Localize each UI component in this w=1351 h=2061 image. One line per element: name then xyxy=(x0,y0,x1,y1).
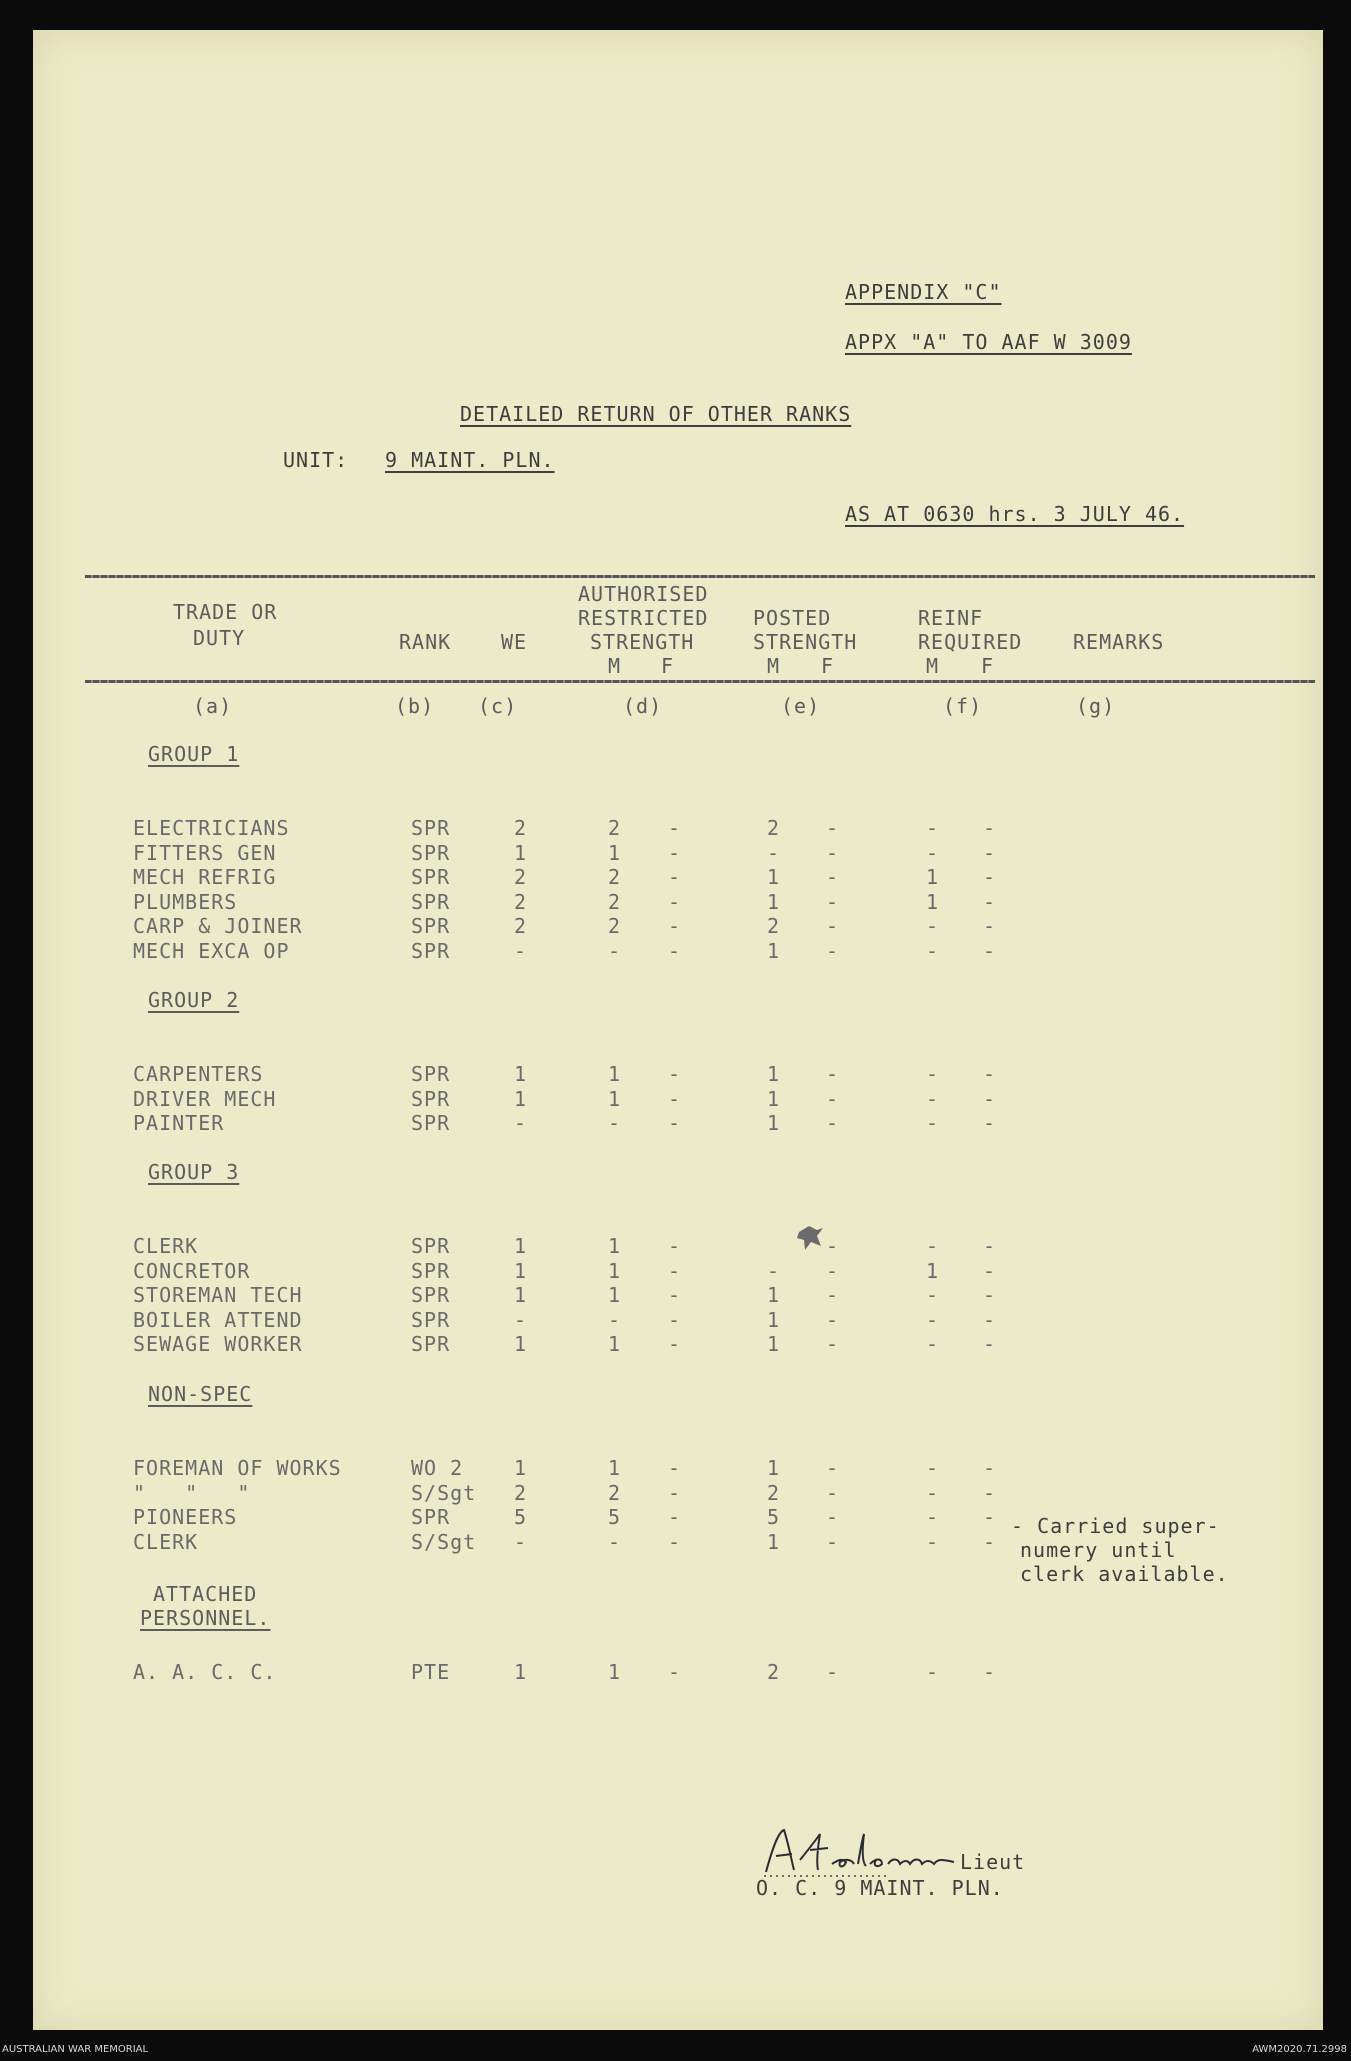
cell-rf: - xyxy=(983,1234,997,1258)
cell-pf: - xyxy=(826,1505,840,1529)
cell-am: 2 xyxy=(608,914,622,938)
cell-af: - xyxy=(668,1456,682,1480)
cell-pf: - xyxy=(826,1307,840,1332)
col-letter-g: (g) xyxy=(1076,694,1116,718)
cell-rm: - xyxy=(926,1234,940,1258)
cell-rf: - xyxy=(983,1086,997,1111)
cell-rm: 1 xyxy=(926,889,940,914)
cell-trade: PIONEERS xyxy=(133,1505,238,1529)
cell-rf: - xyxy=(983,1111,997,1135)
cell-rank: SPR xyxy=(411,1258,451,1283)
cell-am: 1 xyxy=(608,1062,622,1086)
cell-trade: CLERK xyxy=(133,1234,199,1258)
cell-am: 1 xyxy=(608,1283,622,1307)
cell-pf: - xyxy=(826,889,840,914)
col-letter-b: (b) xyxy=(395,694,435,718)
cell-rank: S/Sgt xyxy=(411,1480,477,1505)
cell-rank: WO 2 xyxy=(411,1456,464,1480)
cell-trade: STOREMAN TECH xyxy=(133,1283,303,1307)
cell-am: 5 xyxy=(608,1505,622,1529)
cell-rm: - xyxy=(926,1456,940,1480)
cell-af: - xyxy=(668,1660,682,1684)
cell-trade: FITTERS GEN xyxy=(133,840,277,865)
cell-pm: 1 xyxy=(767,865,781,889)
cell-rank: PTE xyxy=(411,1660,451,1684)
cell-rank: SPR xyxy=(411,1307,451,1332)
cell-am: 2 xyxy=(608,1480,622,1505)
cell-rm: - xyxy=(926,816,940,840)
cell-trade: MECH REFRIG xyxy=(133,865,277,889)
cell-trade: SEWAGE WORKER xyxy=(133,1332,303,1356)
cell-we: 1 xyxy=(514,1283,528,1307)
col-letter-d: (d) xyxy=(623,694,663,718)
attached-title-line1: ATTACHED xyxy=(153,1582,258,1606)
appendix-heading: APPENDIX "C" xyxy=(845,280,1002,304)
cell-rf: - xyxy=(983,1480,997,1505)
cell-pm: 1 xyxy=(767,1456,781,1480)
cell-trade: CARPENTERS xyxy=(133,1062,264,1086)
cell-trade: DRIVER MECH xyxy=(133,1086,277,1111)
cell-trade: FOREMAN OF WORKS xyxy=(133,1456,342,1480)
cell-rm: - xyxy=(926,1086,940,1111)
cell-rank: SPR xyxy=(411,1062,451,1086)
cell-pm: 2 xyxy=(767,914,781,938)
cell-we: 1 xyxy=(514,1660,528,1684)
col-remarks: REMARKS xyxy=(1073,630,1165,654)
col-letter-f: (f) xyxy=(943,694,983,718)
cell-pf: - xyxy=(826,1258,840,1283)
cell-rank: S/Sgt xyxy=(411,1529,477,1554)
cell-pm: 2 xyxy=(767,816,781,840)
cell-we: 1 xyxy=(514,1456,528,1480)
footer-accession: AWM2020.71.2998 xyxy=(1252,2044,1347,2055)
cell-rank: SPR xyxy=(411,840,451,865)
cell-pf: - xyxy=(826,1480,840,1505)
cell-pf: - xyxy=(826,1529,840,1554)
cell-pm: - xyxy=(767,1258,781,1283)
cell-pf: - xyxy=(826,816,840,840)
cell-am: - xyxy=(608,1111,622,1135)
col-posted-m: M xyxy=(767,654,781,678)
remark-line3: clerk available. xyxy=(1020,1562,1229,1586)
cell-rf: - xyxy=(983,889,997,914)
cell-af: - xyxy=(668,1307,682,1332)
group-title: GROUP 3 xyxy=(148,1160,240,1184)
cell-we: 2 xyxy=(514,889,528,914)
cell-rf: - xyxy=(983,1332,997,1356)
cell-am: - xyxy=(608,938,622,963)
group-title: GROUP 2 xyxy=(148,988,240,1012)
cell-am: 1 xyxy=(608,840,622,865)
cell-trade: MECH EXCA OP xyxy=(133,938,290,963)
cell-rm: - xyxy=(926,914,940,938)
cell-rank: SPR xyxy=(411,938,451,963)
cell-trade: CARP & JOINER xyxy=(133,914,303,938)
cell-rf: - xyxy=(983,938,997,963)
cell-pf: - xyxy=(826,1456,840,1480)
col-trade-line2: DUTY xyxy=(193,626,246,650)
cell-rm: - xyxy=(926,1062,940,1086)
cell-rm: - xyxy=(926,1283,940,1307)
cell-af: - xyxy=(668,938,682,963)
col-auth-m: M xyxy=(608,654,622,678)
cell-af: - xyxy=(668,1234,682,1258)
cell-rank: SPR xyxy=(411,865,451,889)
cell-we: 1 xyxy=(514,1086,528,1111)
cell-rank: SPR xyxy=(411,816,451,840)
col-reinf-line1: REINF xyxy=(918,606,984,630)
cell-rm: - xyxy=(926,1332,940,1356)
unit-label: UNIT: xyxy=(283,448,349,472)
cell-af: - xyxy=(668,889,682,914)
cell-af: - xyxy=(668,1480,682,1505)
col-auth-line2: RESTRICTED xyxy=(578,606,709,630)
cell-af: - xyxy=(668,1505,682,1529)
cell-rf: - xyxy=(983,1062,997,1086)
page-title: DETAILED RETURN OF OTHER RANKS xyxy=(460,402,852,426)
cell-rank: SPR xyxy=(411,1086,451,1111)
cell-pm: 2 xyxy=(767,1660,781,1684)
cell-rf: - xyxy=(983,840,997,865)
cell-am: 2 xyxy=(608,865,622,889)
attached-title-line2: PERSONNEL. xyxy=(140,1606,271,1630)
cell-rm: - xyxy=(926,1660,940,1684)
group-title: GROUP 1 xyxy=(148,742,240,766)
cell-trade: PAINTER xyxy=(133,1111,225,1135)
cell-rf: - xyxy=(983,1505,997,1529)
cell-trade: BOILER ATTEND xyxy=(133,1307,303,1332)
document-page xyxy=(33,30,1323,2030)
cell-pf: - xyxy=(826,865,840,889)
cell-rf: - xyxy=(983,1660,997,1684)
col-letter-e: (e) xyxy=(781,694,821,718)
cell-pm: 1 xyxy=(767,938,781,963)
cell-af: - xyxy=(668,1062,682,1086)
col-reinf-line2: REQUIRED xyxy=(918,630,1023,654)
cell-trade: ELECTRICIANS xyxy=(133,816,290,840)
cell-we: 1 xyxy=(514,1062,528,1086)
cell-we: 5 xyxy=(514,1505,528,1529)
cell-rf: - xyxy=(983,865,997,889)
cell-af: - xyxy=(668,865,682,889)
cell-rf: - xyxy=(983,1529,997,1554)
cell-af: - xyxy=(668,1283,682,1307)
cell-am: 2 xyxy=(608,889,622,914)
cell-pm: 2 xyxy=(767,1480,781,1505)
cell-rm: 1 xyxy=(926,1258,940,1283)
cell-rank: SPR xyxy=(411,1111,451,1135)
cell-af: - xyxy=(668,1111,682,1135)
cell-rank: SPR xyxy=(411,914,451,938)
cell-we: 1 xyxy=(514,840,528,865)
cell-am: 1 xyxy=(608,1332,622,1356)
appx-reference: APPX "A" TO AAF W 3009 xyxy=(845,330,1132,354)
col-posted-line2: STRENGTH xyxy=(753,630,858,654)
cell-pm: 1 xyxy=(767,1111,781,1135)
cell-we: 2 xyxy=(514,1480,528,1505)
cell-af: - xyxy=(668,1258,682,1283)
cell-pf: - xyxy=(826,1283,840,1307)
cell-we: 2 xyxy=(514,865,528,889)
col-reinf-m: M xyxy=(926,654,940,678)
cell-pm: 1 xyxy=(767,1332,781,1356)
cell-af: - xyxy=(668,840,682,865)
cell-pm: 1 xyxy=(767,1062,781,1086)
cell-am: 1 xyxy=(608,1258,622,1283)
cell-pm: 1 xyxy=(767,889,781,914)
cell-rank: SPR xyxy=(411,1505,451,1529)
cell-am: 1 xyxy=(608,1660,622,1684)
cell-rf: - xyxy=(983,1283,997,1307)
table-top-rule xyxy=(85,575,1315,578)
as-at-date: AS AT 0630 hrs. 3 JULY 46. xyxy=(845,502,1185,526)
cell-trade: CONCRETOR xyxy=(133,1258,251,1283)
cell-pf: - xyxy=(826,840,840,865)
cell-rm: - xyxy=(926,1505,940,1529)
header-bottom-rule xyxy=(85,680,1315,683)
cell-rf: - xyxy=(983,816,997,840)
cell-af: - xyxy=(668,914,682,938)
col-posted-line1: POSTED xyxy=(753,606,832,630)
cell-pf: - xyxy=(826,1332,840,1356)
cell-pm: 5 xyxy=(767,1505,781,1529)
remark-line2: numery until xyxy=(1020,1538,1177,1562)
cell-trade: PLUMBERS xyxy=(133,889,238,914)
cell-rf: - xyxy=(983,1258,997,1283)
cell-we: 2 xyxy=(514,816,528,840)
cell-pf: - xyxy=(826,938,840,963)
cell-af: - xyxy=(668,1332,682,1356)
cell-rm: - xyxy=(926,1529,940,1554)
cell-rm: - xyxy=(926,1480,940,1505)
cell-pf: - xyxy=(826,1062,840,1086)
cell-rm: - xyxy=(926,1307,940,1332)
cell-pm: 1 xyxy=(767,1086,781,1111)
cell-am: - xyxy=(608,1307,622,1332)
col-auth-line3: STRENGTH xyxy=(590,630,695,654)
cell-af: - xyxy=(668,1529,682,1554)
col-trade-line1: TRADE OR xyxy=(173,600,278,624)
col-posted-f: F xyxy=(821,654,835,678)
group-title: NON-SPEC xyxy=(148,1382,253,1406)
cell-rf: - xyxy=(983,914,997,938)
cell-trade: CLERK xyxy=(133,1529,199,1554)
cell-rm: - xyxy=(926,938,940,963)
signature-rank: Lieut xyxy=(960,1850,1026,1874)
col-auth-line1: AUTHORISED xyxy=(578,582,709,606)
ink-blot-mark xyxy=(795,1222,825,1252)
col-auth-f: F xyxy=(661,654,675,678)
col-letter-c: (c) xyxy=(478,694,518,718)
footer-institution: AUSTRALIAN WAR MEMORIAL xyxy=(2,2044,149,2055)
unit-value: 9 MAINT. PLN. xyxy=(385,448,555,472)
cell-we: - xyxy=(514,1307,528,1332)
cell-we: - xyxy=(514,938,528,963)
cell-rf: - xyxy=(983,1307,997,1332)
cell-af: - xyxy=(668,1086,682,1111)
cell-rank: SPR xyxy=(411,1234,451,1258)
col-letter-a: (a) xyxy=(193,694,233,718)
cell-pm: 1 xyxy=(767,1283,781,1307)
cell-pm: 1 xyxy=(767,1307,781,1332)
col-reinf-f: F xyxy=(981,654,995,678)
cell-we: 2 xyxy=(514,914,528,938)
cell-pm: - xyxy=(767,840,781,865)
cell-we: 1 xyxy=(514,1234,528,1258)
cell-pf: - xyxy=(826,914,840,938)
cell-rm: - xyxy=(926,1111,940,1135)
cell-am: 2 xyxy=(608,816,622,840)
cell-pf: - xyxy=(826,1660,840,1684)
cell-am: 1 xyxy=(608,1086,622,1111)
cell-pf: - xyxy=(826,1234,840,1258)
cell-rm: - xyxy=(926,840,940,865)
cell-we: - xyxy=(514,1111,528,1135)
cell-pf: - xyxy=(826,1111,840,1135)
cell-rf: - xyxy=(983,1456,997,1480)
cell-rank: SPR xyxy=(411,1283,451,1307)
signature-title: O. C. 9 MAINT. PLN. xyxy=(756,1876,1004,1900)
cell-pf: - xyxy=(826,1086,840,1111)
cell-pm: 1 xyxy=(767,1529,781,1554)
handwritten-signature xyxy=(758,1820,958,1880)
cell-am: - xyxy=(608,1529,622,1554)
cell-trade: " " " xyxy=(133,1480,251,1505)
col-rank: RANK xyxy=(399,630,452,654)
cell-we: 1 xyxy=(514,1332,528,1356)
cell-af: - xyxy=(668,816,682,840)
col-we: WE xyxy=(501,630,528,654)
remark-line1: - Carried super- xyxy=(1011,1514,1220,1538)
cell-am: 1 xyxy=(608,1456,622,1480)
cell-rank: SPR xyxy=(411,889,451,914)
cell-rm: 1 xyxy=(926,865,940,889)
cell-we: 1 xyxy=(514,1258,528,1283)
cell-rank: SPR xyxy=(411,1332,451,1356)
cell-trade: A. A. C. C. xyxy=(133,1660,277,1684)
cell-am: 1 xyxy=(608,1234,622,1258)
cell-we: - xyxy=(514,1529,528,1554)
